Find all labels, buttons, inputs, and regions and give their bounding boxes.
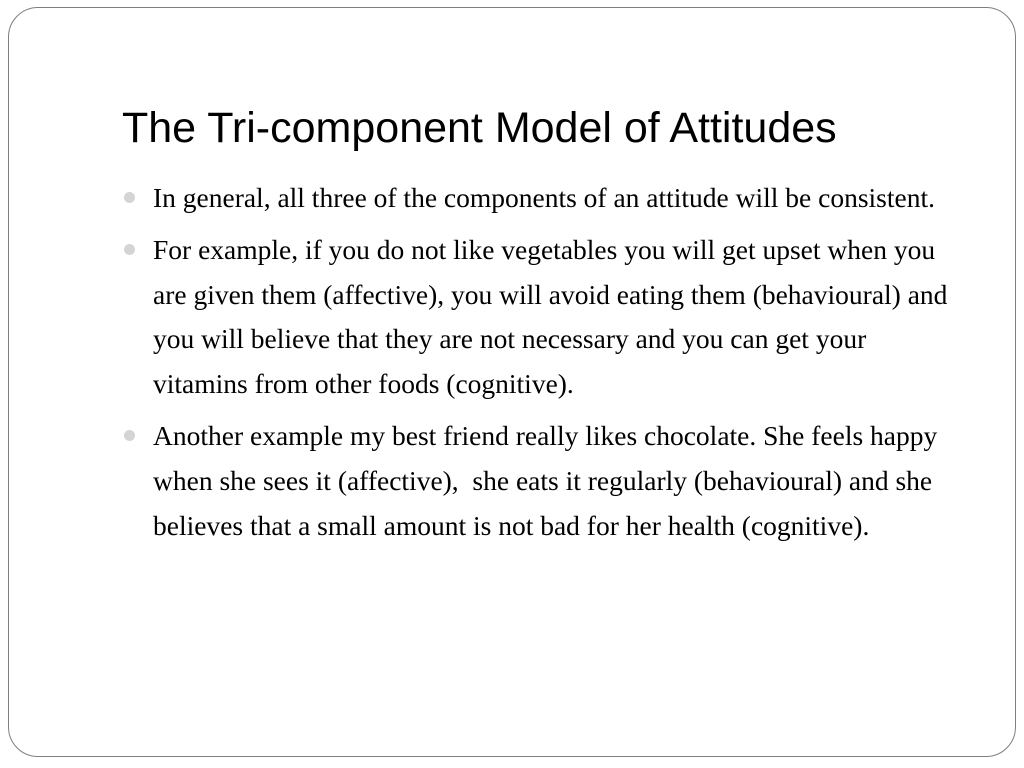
bullet-dot-icon <box>124 244 135 255</box>
bullet-text: In general, all three of the components of an attitude will be consistent. <box>153 182 935 213</box>
slide <box>8 7 1016 757</box>
bullet-item <box>153 414 963 548</box>
bullet-dot-icon <box>124 430 135 441</box>
bullet-text: Another example my best friend really likes chocolate. She feels happy when she sees it (affective), she eats it regularly (behavioural) and she believes that a small amount is not bad for her health (cognitive). <box>153 419 945 541</box>
bullet-item <box>153 228 963 407</box>
bullet-list <box>153 176 963 555</box>
slide-title: The Tri-component Model of Attitudes <box>122 104 837 152</box>
bullet-item <box>153 176 963 221</box>
bullet-text: For example, if you do not like vegetables you will get upset when you are given them (affective), you will avoid eating them (behavioural) and you will believe that they are not necessary and you can get your vitamins from other foods (cognitive). <box>153 233 955 400</box>
bullet-dot-icon <box>124 192 135 203</box>
